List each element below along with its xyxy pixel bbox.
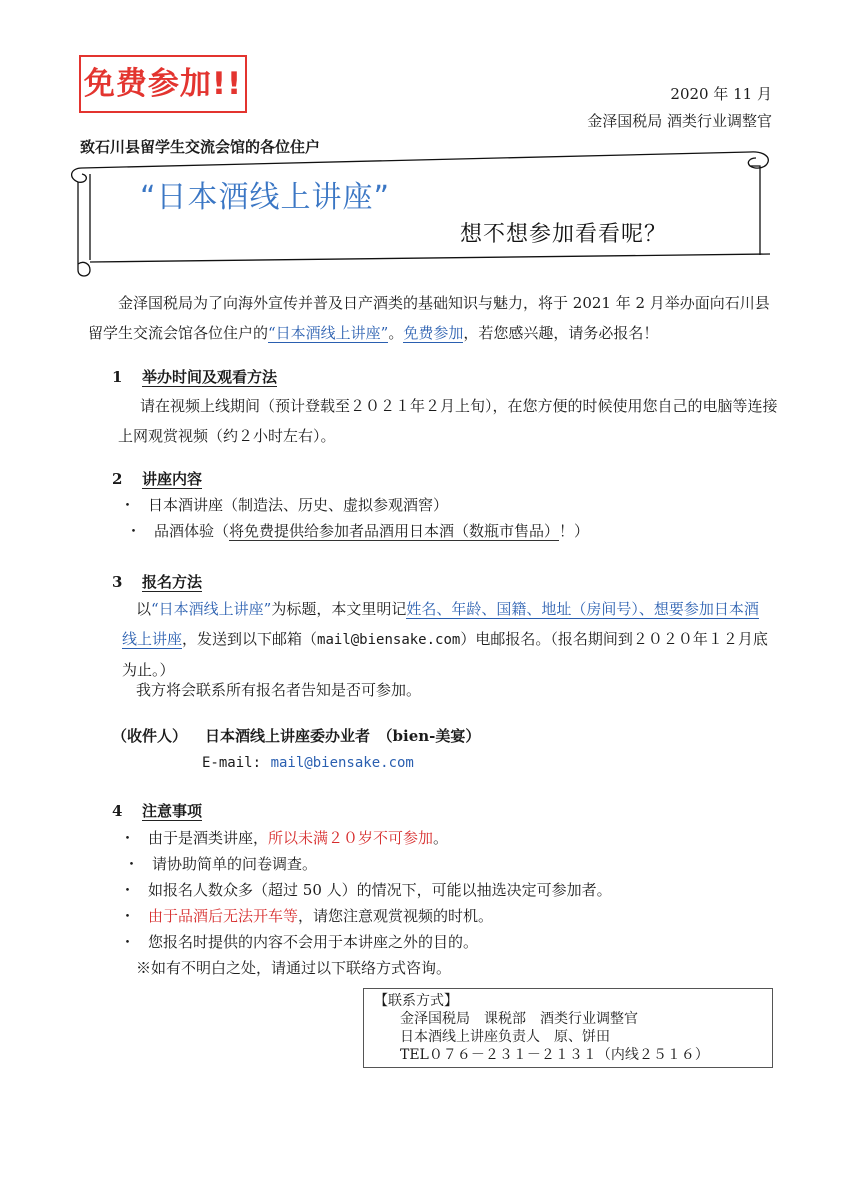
s3-lecture-title: “日本酒线上讲座” [151,600,272,618]
section-3-number: 3 [112,573,123,591]
item-text: 如报名人数众多（超过 50 人）的情况下，可能以抽选决定可参加者。 [148,881,612,899]
section-2-item-2 [126,518,589,544]
item-text: 您报名时提供的内容不会用于本讲座之外的目的。 [148,933,479,951]
section-1-body: 请在视频上线期间（预计登载至２０２１年２月上旬），在您方便的时候使用您自己的电脑等连接上网观赏视频（约２小时左右）。 [118,397,778,445]
item-text: 请协助简单的问卷调查。 [152,855,318,873]
bullet-mark: ・ [120,829,136,847]
banner-title: “日本酒线上讲座” [140,180,391,215]
bullet-mark: ・ [120,933,136,951]
inquiry-note: ※如有不明白之处，请通过以下联络方式咨询。 [136,959,452,977]
section-4-item-3 [120,877,612,903]
section-2-heading [112,468,202,489]
section-4-title: 注意事项 [142,802,203,820]
item-text-red: 所以未满２０岁不可参加 [268,829,434,847]
item-text-a: 由于是酒类讲座， [148,829,269,847]
item-underlined: 将免费提供给参加者品酒用日本酒（数瓶市售品） [229,522,560,540]
s3-text-c: ，发送到以下邮箱（ [182,630,318,648]
item-text: 日本酒讲座（制造法、历史、虚拟参观酒窖） [148,496,449,514]
section-1-title: 举办时间及观看方法 [142,368,278,386]
free-participation-stamp: 免费参加!! [79,55,247,113]
recipient-line: 致石川县留学生交流会馆的各位住户 [80,138,321,156]
bullet-mark: ・ [120,496,136,514]
email-link[interactable]: mail@biensake.com [270,755,414,771]
s3-email: mail@biensake.com [317,632,461,648]
section-1-heading [112,366,277,387]
bullet-mark: ・ [124,855,140,873]
section-2-item-1 [120,492,448,518]
item-suffix: ！） [559,522,590,540]
section-3-title: 报名方法 [142,573,203,591]
addressee-name: 日本酒线上讲座委办业者 （bien-美宴） [205,727,481,745]
section-1-number: 1 [112,368,123,386]
s3-text-a: 以 [136,600,152,618]
email-label: E-mail: [202,755,262,771]
contact-phone: TEL０７６－２３１－２１３１（内线２５１６） [400,1047,709,1063]
intro-text-3: ，若您感兴趣，请务必报名！ [463,324,659,342]
intro-free-text: 免费参加 [403,324,464,342]
section-4-item-2 [124,851,317,877]
contact-heading: 【联系方式】 [374,993,458,1009]
section-2-number: 2 [112,470,123,488]
intro-lecture-title: “日本酒线上讲座” [268,324,389,342]
bullet-mark: ・ [120,881,136,899]
banner-subtitle: 想不想参加看看呢？ [460,222,668,247]
bullet-mark: ・ [120,907,136,925]
s3-text-b: 为标题，本文里明记 [271,600,407,618]
intro-text-1: 金泽国税局为了向海外宣传并普及日产酒类的基础知识与魅力，将于 2021 年 2 月举办面向石川县留学生交流会馆各位住户的 [88,294,770,342]
contact-line-2: 日本酒线上讲座负责人 原、饼田 [400,1029,610,1045]
item-prefix: 品酒体验（ [154,522,230,540]
section-2-title: 讲座内容 [142,470,203,488]
section-3-note: 我方将会联系所有报名者告知是否可参加。 [136,681,422,699]
item-text-b: ，请您注意观赏视频的时机。 [298,907,494,925]
intro-text-2: 。 [388,324,404,342]
s3-required-fields: 姓名、年龄、国籍、地址（房间号）、想要参加日本酒线上讲座 [122,600,759,648]
section-4-item-5 [120,929,478,955]
issue-date: 2020 年 11 月 [670,85,772,103]
section-4-number: 4 [112,802,123,820]
section-3-body [122,594,772,685]
item-text-b: 。 [433,829,449,847]
item-text-red: 由于品酒后无法开车等 [148,907,299,925]
s3-text-d: ）电邮报名。（报名期间到２０２０年１２月底为止。） [122,630,768,679]
section-4-item-1 [120,825,448,851]
issuing-organization: 金泽国税局 酒类行业调整官 [587,112,772,130]
contact-line-1: 金泽国税局 课税部 酒类行业调整官 [400,1011,638,1027]
intro-paragraph [88,288,778,348]
contact-box [363,988,773,1068]
section-4-heading [112,800,202,821]
addressee-label: （收件人） [112,727,188,745]
addressee-email-line [202,747,414,778]
bullet-mark: ・ [126,522,142,540]
section-3-heading [112,571,202,592]
section-4-item-4 [120,903,493,929]
